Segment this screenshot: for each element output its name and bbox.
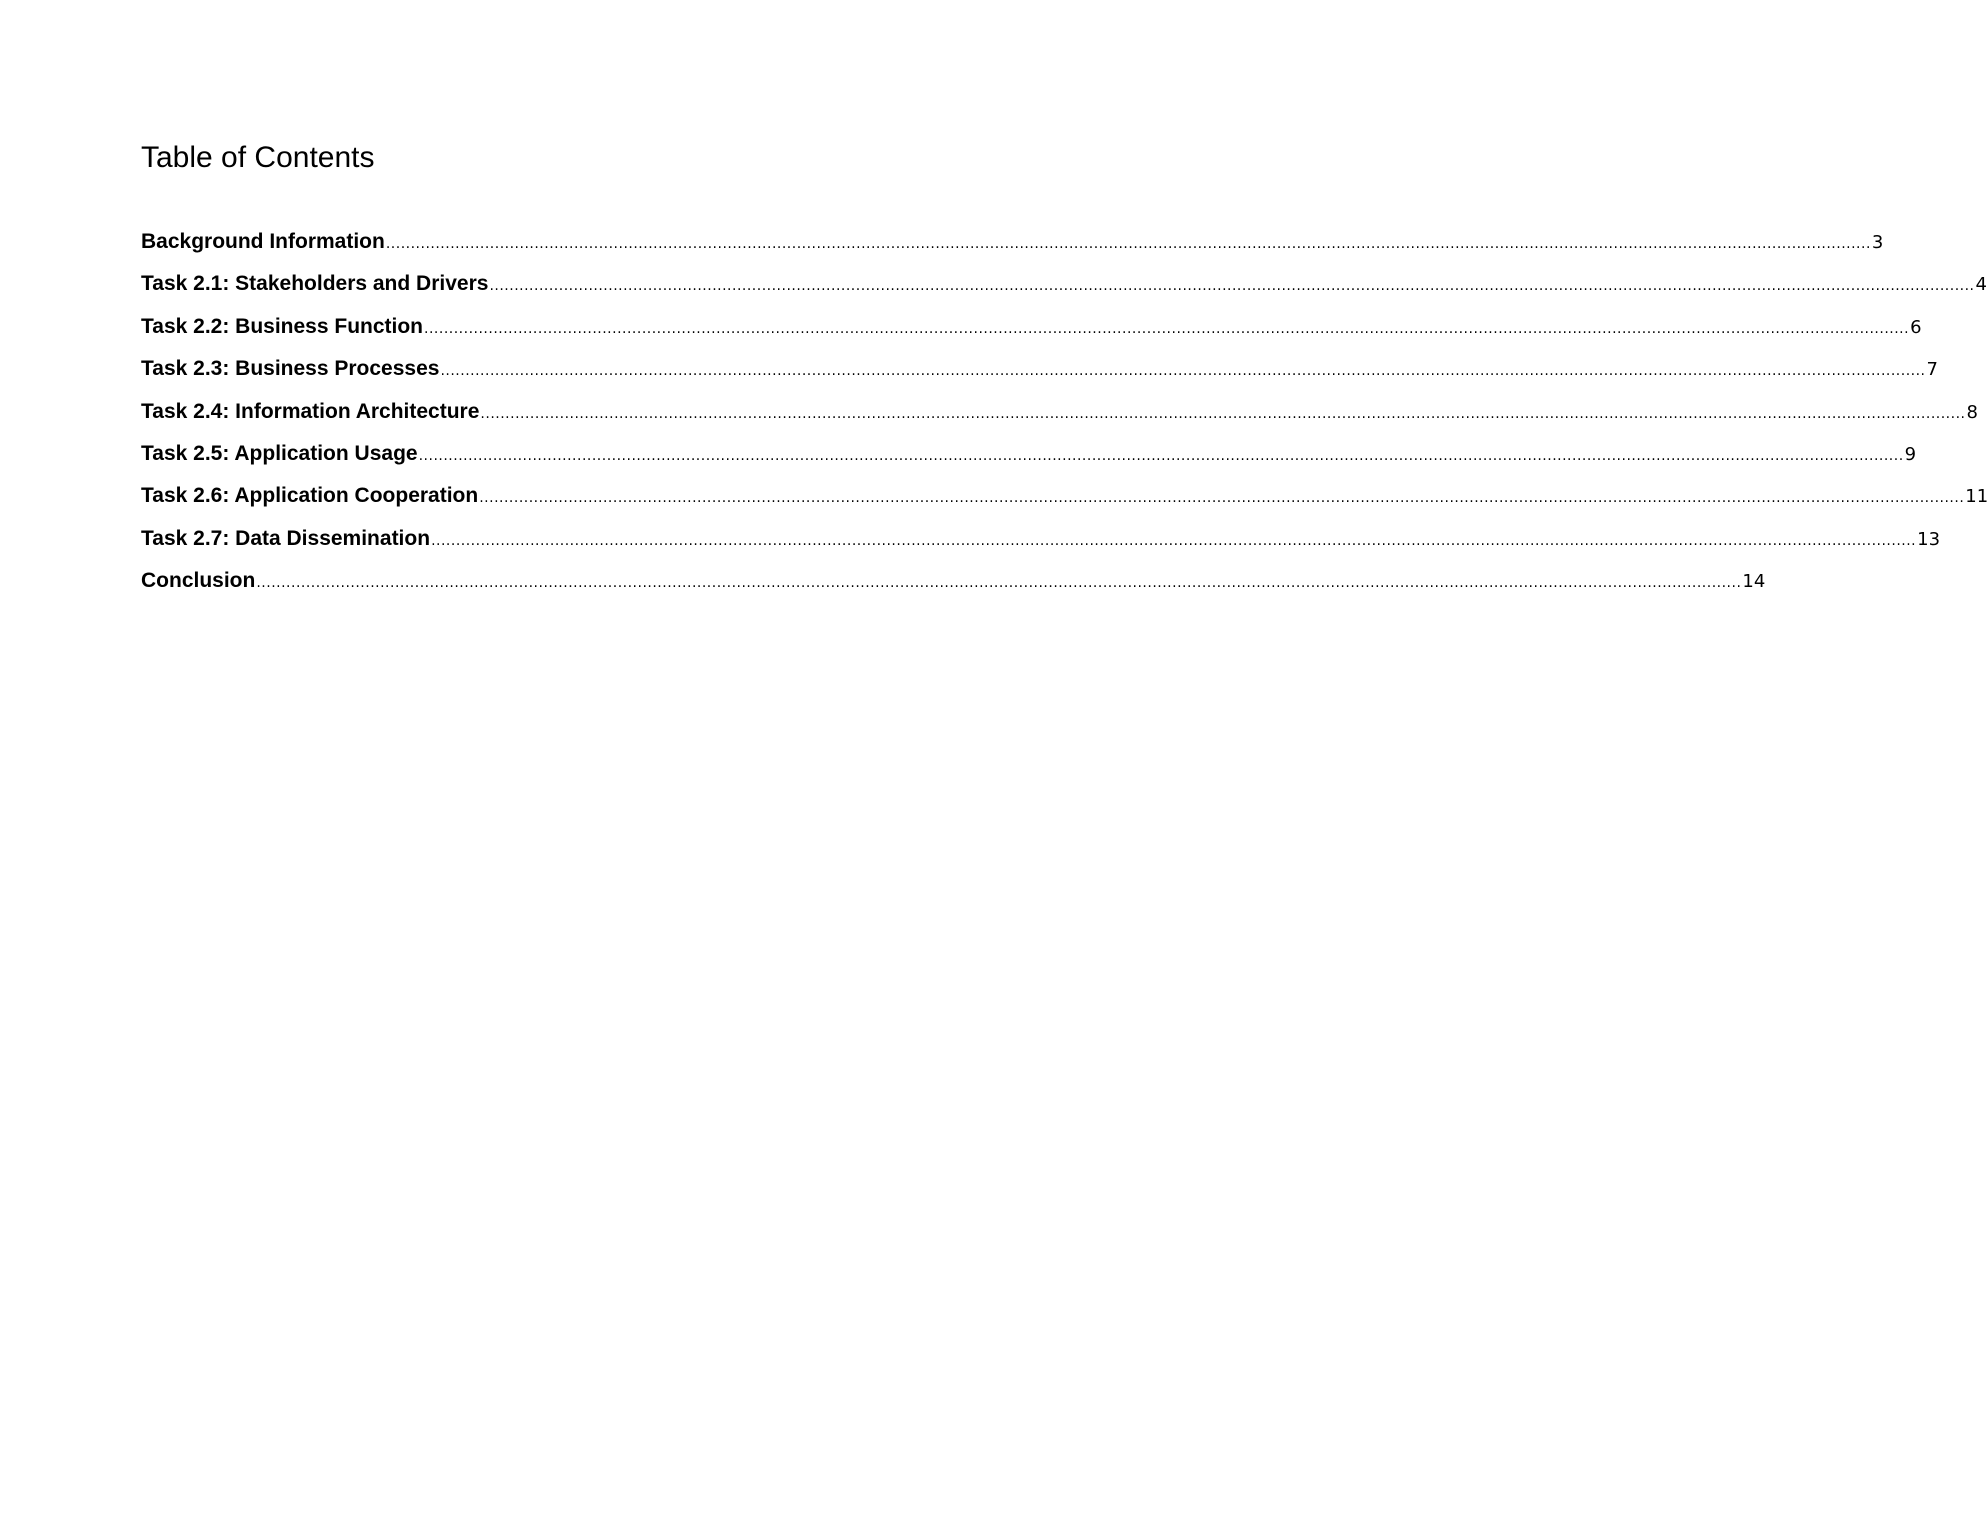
toc-dot-leader: ............................................................................................................................................................................................................................................................................................................ <box>431 532 1917 549</box>
toc-entry-task-2-3[interactable] <box>141 351 1938 393</box>
toc-dot-leader: ............................................................................................................................................................................................................................................................................................................ <box>489 278 1975 295</box>
toc-dot-leader: ............................................................................................................................................................................................................................................................................................................ <box>256 575 1742 592</box>
toc-dot-leader: ............................................................................................................................................................................................................................................................................................................ <box>418 447 1904 464</box>
toc-entry-label: Task 2.2: Business Function <box>141 314 424 338</box>
toc-dot-leader: ............................................................................................................................................................................................................................................................................................................ <box>424 320 1910 337</box>
toc-title: Table of Contents <box>141 141 375 174</box>
toc-entry-label: Conclusion <box>141 569 256 593</box>
toc-page-number: 6 <box>1910 316 1922 338</box>
toc-page-number: 11 <box>1965 486 1988 508</box>
toc-entry-task-2-7[interactable] <box>141 521 1941 563</box>
toc-page-number: 3 <box>1871 232 1884 253</box>
toc-page-number: 8 <box>1966 401 1978 423</box>
toc-entry-label: Task 2.6: Application Cooperation <box>141 484 479 508</box>
toc-entry-task-2-4[interactable] <box>141 394 1978 436</box>
toc-dot-leader: ............................................................................................................................................................................................................................................................................................................ <box>480 405 1966 422</box>
toc-page-number: 13 <box>1917 528 1941 550</box>
toc-entry-task-2-6[interactable] <box>141 478 1988 520</box>
toc-list <box>141 224 1988 606</box>
toc-entry-label: Background Information <box>141 230 385 253</box>
toc-dot-leader: ............................................................................................................................................................................................................................................................................................................ <box>479 490 1965 507</box>
toc-dot-leader: ............................................................................................................................................................................................................................................................................................................ <box>385 236 1871 252</box>
toc-entry-task-2-2[interactable] <box>141 309 1922 351</box>
toc-entry-conclusion[interactable] <box>141 563 1766 605</box>
toc-entry-label: Task 2.5: Application Usage <box>141 441 418 465</box>
toc-entry-task-2-5[interactable] <box>141 436 1917 478</box>
toc-entry-task-2-1[interactable] <box>141 266 1987 308</box>
toc-entry-label: Task 2.1: Stakeholders and Drivers <box>141 272 489 296</box>
toc-page-number: 7 <box>1926 359 1938 381</box>
toc-entry-label: Task 2.4: Information Architecture <box>141 399 480 423</box>
toc-entry-label: Task 2.3: Business Processes <box>141 357 440 381</box>
toc-dot-leader: ............................................................................................................................................................................................................................................................................................................ <box>440 363 1926 380</box>
toc-page-number: 4 <box>1975 274 1987 296</box>
toc-page-number: 14 <box>1742 571 1766 593</box>
toc-entry-background-information[interactable] <box>141 224 1884 266</box>
toc-entry-label: Task 2.7: Data Dissemination <box>141 526 431 550</box>
toc-page-number: 9 <box>1904 443 1917 465</box>
